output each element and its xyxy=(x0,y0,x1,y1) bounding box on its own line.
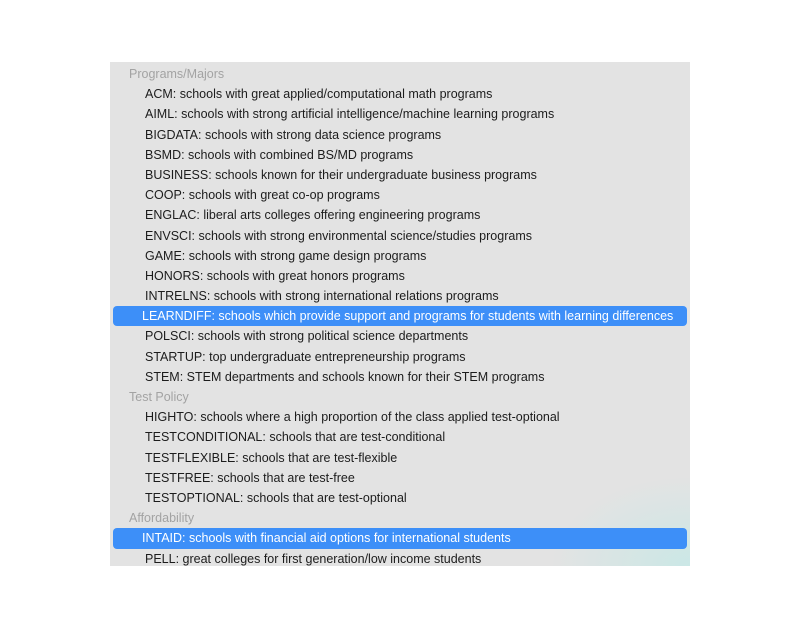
group-header: Programs/Majors xyxy=(129,67,225,81)
menu-item[interactable]: GAME: schools with strong game design programs xyxy=(145,248,427,263)
menu-item[interactable]: BIGDATA: schools with strong data science programs xyxy=(145,127,442,142)
menu-item[interactable]: BSMD: schools with combined BS/MD programs xyxy=(145,147,414,162)
menu-item[interactable]: ENVSCI: schools with strong environmental science/studies programs xyxy=(145,228,532,243)
menu-item[interactable]: HONORS: schools with great honors programs xyxy=(145,268,405,283)
menu-item[interactable]: PELL: great colleges for first generation/low income students xyxy=(145,551,482,566)
menu-item[interactable]: AIML: schools with strong artificial intelligence/machine learning programs xyxy=(145,107,555,122)
menu-item[interactable]: TESTFLEXIBLE: schools that are test-flexible xyxy=(145,450,398,465)
group-header: Test Policy xyxy=(129,390,189,404)
menu-item[interactable]: STARTUP: top undergraduate entrepreneurship programs xyxy=(145,349,466,364)
menu-item[interactable]: TESTFREE: schools that are test-free xyxy=(145,470,355,485)
menu-item[interactable]: STEM: STEM departments and schools known for their STEM programs xyxy=(145,369,545,384)
menu-item-selected[interactable]: LEARNDIFF: schools which provide support and programs for students with learning differences xyxy=(113,306,687,326)
menu-item[interactable]: TESTCONDITIONAL: schools that are test-conditional xyxy=(145,430,446,445)
menu-item[interactable]: HIGHTO: schools where a high proportion of the class applied test-optional xyxy=(145,410,560,425)
group-header: Affordability xyxy=(129,511,195,526)
menu-item[interactable]: POLSCI: schools with strong political science departments xyxy=(145,329,469,344)
dropdown-menu xyxy=(110,62,690,566)
menu-item[interactable]: ACM: schools with great applied/computational math programs xyxy=(145,87,493,102)
menu-item[interactable]: BUSINESS: schools known for their undergraduate business programs xyxy=(145,167,537,182)
menu-item[interactable]: ENGLAC: liberal arts colleges offering engineering programs xyxy=(145,208,481,223)
menu-item[interactable]: TESTOPTIONAL: schools that are test-optional xyxy=(145,490,407,505)
menu-item[interactable]: INTRELNS: schools with strong international relations programs xyxy=(145,289,499,304)
menu-item[interactable]: COOP: schools with great co-op programs xyxy=(145,188,380,203)
menu-item-selected[interactable]: INTAID: schools with financial aid options for international students xyxy=(113,528,687,548)
